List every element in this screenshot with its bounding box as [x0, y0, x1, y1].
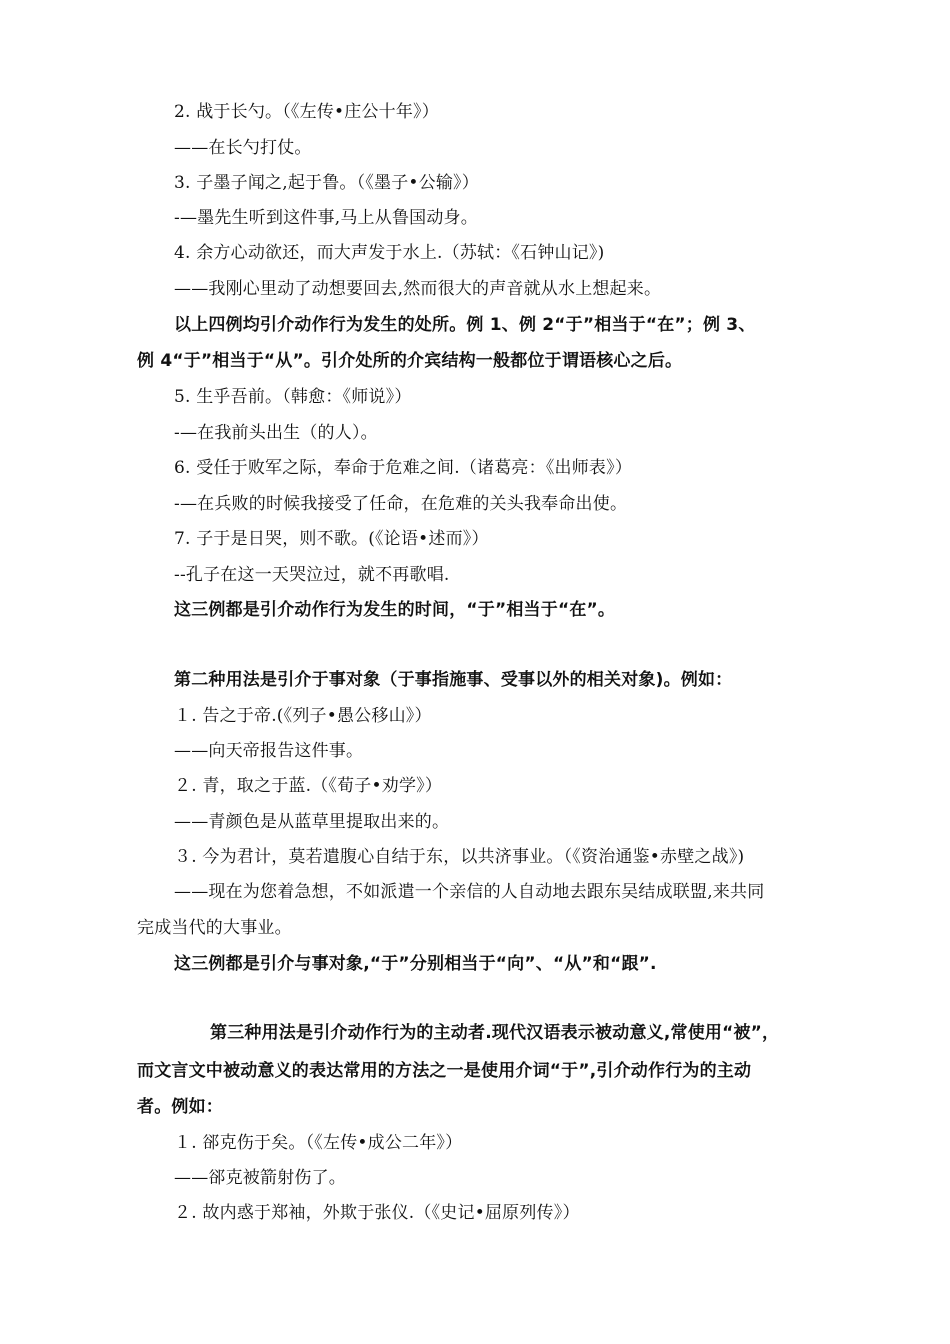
example-7-translation: --孔子在这一天哭泣过，就不再歌唱.: [174, 565, 450, 585]
example-7-source: 7. 子于是日哭，则不歌。(《论语•述而》）: [174, 529, 489, 549]
example-4-translation: ——我刚心里动了动想要回去,然而很大的声音就从水上想起来。: [174, 279, 662, 299]
summary-place-line-1: 以上四例均引介动作行为发生的处所。例 1、例 2“于”相当于“在”；例 3、: [174, 315, 756, 335]
example-3-source: 3. 子墨子闻之,起于鲁。（《墨子•公输》）: [174, 173, 479, 193]
s3-example-1-translation: ——郤克被箭射伤了。: [174, 1168, 346, 1188]
section-3-heading-line-1: 第三种用法是引介动作行为的主动者.现代汉语表示被动意义,常使用“被”，: [210, 1023, 780, 1043]
s3-example-2-source: ２. 故内惑于郑袖，外欺于张仪.（《史记•屈原列传》）: [174, 1203, 580, 1223]
s2-example-3-source: ３. 今为君计，莫若遣腹心自结于东，以共济事业。（《资治通鉴•赤壁之战》): [174, 847, 745, 867]
example-2-translation: ——在长勺打仗。: [174, 138, 312, 158]
section-2-heading: 第二种用法是引介于事对象（于事指施事、受事以外的相关对象)。例如：: [174, 670, 733, 690]
example-3-translation: -—墨先生听到这件事,马上从鲁国动身。: [174, 208, 478, 228]
example-6-translation: -—在兵败的时候我接受了任命，在危难的关头我奉命出使。: [174, 494, 628, 514]
example-2-source: 2. 战于长勺。（《左传•庄公十年》）: [174, 102, 439, 122]
s2-example-2-source: ２. 青，取之于蓝.（《荀子•劝学》）: [174, 776, 443, 796]
section-3-heading-line-3: 者。例如：: [137, 1097, 223, 1117]
s2-example-3-translation-line-2: 完成当代的大事业。: [137, 918, 292, 938]
section-3-heading-line-2: 而文言文中被动意义的表达常用的方法之一是使用介词“于”,引介动作行为的主动: [137, 1061, 752, 1081]
s2-example-1-source: １. 告之于帝.(《列子•愚公移山》）: [174, 706, 432, 726]
s2-example-3-translation-line-1: ——现在为您着急想，不如派遣一个亲信的人自动地去跟东吴结成联盟,来共同: [174, 882, 765, 902]
example-6-source: 6. 受任于败军之际，奉命于危难之间.（诸葛亮：《出师表》）: [174, 458, 633, 478]
example-5-source: 5. 生乎吾前。（韩愈：《师说》）: [174, 387, 412, 407]
s3-example-1-source: １. 郤克伤于矣。（《左传•成公二年》）: [174, 1133, 463, 1153]
example-5-translation: -—在我前头出生（的人）。: [174, 423, 378, 443]
summary-place-line-2: 例 4“于”相当于“从”。引介处所的介宾结构一般都位于谓语核心之后。: [137, 351, 683, 371]
s2-example-1-translation: ——向天帝报告这件事。: [174, 741, 364, 761]
s2-example-2-translation: ——青颜色是从蓝草里提取出来的。: [174, 812, 450, 832]
example-4-source: 4. 余方心动欲还，而大声发于水上.（苏轼：《石钟山记》): [174, 243, 605, 263]
summary-time: 这三例都是引介动作行为发生的时间，“于”相当于“在”。: [174, 600, 616, 620]
summary-object: 这三例都是引介与事对象,“于”分别相当于“向”、“从”和“跟”.: [174, 954, 657, 974]
